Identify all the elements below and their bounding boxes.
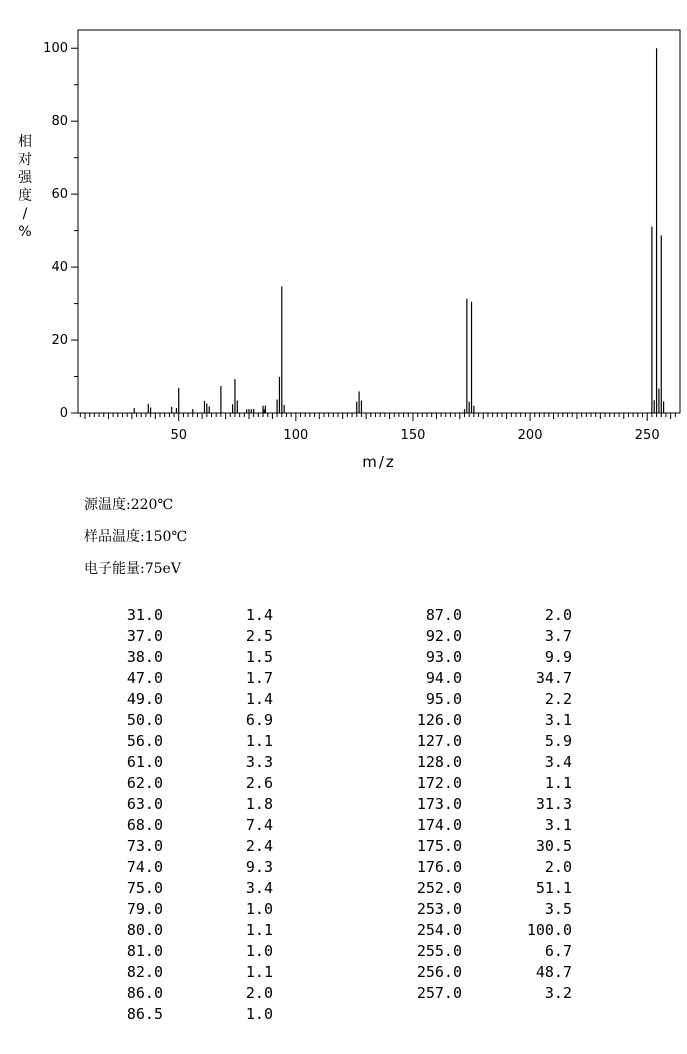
y-tick-label: 20 — [51, 333, 68, 349]
peak-intensity: 3.1 — [544, 711, 572, 729]
x-tick-label: 200 — [517, 428, 543, 443]
peak-mz: 174.0 — [416, 816, 462, 834]
peak-row — [382, 689, 582, 710]
peak-intensity: 3.4 — [245, 879, 273, 897]
peak-table-right — [382, 605, 582, 1004]
peak-row — [84, 836, 284, 857]
peak-intensity: 3.5 — [544, 900, 572, 918]
peak-intensity: 7.4 — [245, 816, 273, 834]
peak-mz: 252.0 — [416, 879, 462, 897]
peak-row — [382, 899, 582, 920]
peak-intensity: 1.1 — [245, 963, 273, 981]
peak-mz: 127.0 — [416, 732, 462, 750]
peak-mz: 86.0 — [126, 984, 163, 1002]
peak-row — [382, 605, 582, 626]
peak-row — [84, 878, 284, 899]
peak-row — [84, 941, 284, 962]
peak-intensity: 2.6 — [245, 774, 273, 792]
peak-intensity: 6.7 — [544, 942, 572, 960]
peak-mz: 56.0 — [126, 732, 163, 750]
y-tick-label: 80 — [51, 114, 68, 130]
peak-row — [382, 857, 582, 878]
y-tick-label: 0 — [59, 406, 68, 421]
peak-row — [84, 899, 284, 920]
y-axis-label — [18, 133, 33, 240]
peak-mz: 50.0 — [126, 711, 163, 729]
peak-row — [84, 773, 284, 794]
peak-row — [382, 710, 582, 731]
mass-spectrum-chart — [0, 0, 687, 480]
peak-mz: 126.0 — [416, 711, 462, 729]
y-tick-label: 100 — [43, 41, 68, 57]
x-tick-label: 100 — [283, 428, 309, 443]
y-axis-label-char: % — [18, 224, 32, 240]
peak-intensity: 1.4 — [245, 606, 273, 624]
peak-mz: 173.0 — [416, 795, 462, 813]
peak-intensity: 1.1 — [245, 921, 273, 939]
peak-mz: 75.0 — [126, 879, 163, 897]
peak-mz: 73.0 — [126, 837, 163, 855]
peak-mz: 254.0 — [416, 921, 462, 939]
peak-mz: 256.0 — [416, 963, 462, 981]
peak-row — [382, 920, 582, 941]
peak-mz: 31.0 — [126, 606, 163, 624]
peak-mz: 38.0 — [126, 648, 163, 666]
peak-mz: 255.0 — [416, 942, 462, 960]
peak-row — [84, 731, 284, 752]
electron-energy: 电子能量:75eV — [84, 561, 181, 577]
peak-row — [84, 983, 284, 1004]
peak-mz: 86.5 — [126, 1005, 163, 1023]
peak-row — [84, 815, 284, 836]
peak-row — [84, 962, 284, 983]
peak-intensity: 9.3 — [245, 858, 273, 876]
peak-row — [382, 731, 582, 752]
peak-row — [84, 857, 284, 878]
peak-intensity: 3.3 — [245, 753, 273, 771]
peak-intensity: 1.5 — [245, 648, 273, 666]
peak-mz: 95.0 — [425, 690, 462, 708]
peak-intensity: 3.1 — [544, 816, 572, 834]
peak-intensity: 51.1 — [535, 879, 572, 897]
peak-row — [382, 647, 582, 668]
peak-mz: 61.0 — [126, 753, 163, 771]
peak-row — [84, 647, 284, 668]
peak-intensity: 31.3 — [535, 795, 572, 813]
peak-mz: 47.0 — [126, 669, 163, 687]
peak-row — [382, 794, 582, 815]
peak-mz: 80.0 — [126, 921, 163, 939]
peak-row — [84, 626, 284, 647]
y-axis-label-char: / — [22, 206, 28, 222]
peak-mz: 87.0 — [425, 606, 462, 624]
peak-intensity: 1.0 — [245, 900, 273, 918]
peak-row — [84, 689, 284, 710]
peak-row — [84, 710, 284, 731]
y-tick-label: 60 — [51, 187, 68, 203]
peak-intensity: 6.9 — [245, 711, 273, 729]
peak-intensity: 3.4 — [544, 753, 572, 771]
peak-intensity: 1.4 — [245, 690, 273, 708]
peak-mz: 172.0 — [416, 774, 462, 792]
peak-mz: 74.0 — [126, 858, 163, 876]
peak-intensity: 1.7 — [245, 669, 273, 687]
peak-row — [382, 878, 582, 899]
peak-intensity: 2.0 — [544, 606, 572, 624]
sample-temperature: 样品温度:150℃ — [84, 529, 188, 545]
peak-mz: 176.0 — [416, 858, 462, 876]
peak-mz: 82.0 — [126, 963, 163, 981]
peak-intensity: 2.0 — [544, 858, 572, 876]
x-tick-label: 150 — [400, 428, 426, 443]
peak-intensity: 1.1 — [544, 774, 572, 792]
peak-mz: 63.0 — [126, 795, 163, 813]
peak-intensity: 34.7 — [535, 669, 572, 687]
peak-intensity: 1.1 — [245, 732, 273, 750]
peak-row — [382, 962, 582, 983]
plot-frame — [78, 30, 680, 413]
peak-row — [84, 1004, 284, 1025]
peak-row — [382, 752, 582, 773]
peak-row — [382, 626, 582, 647]
peak-intensity: 30.5 — [535, 837, 572, 855]
x-axis-label: m/z — [362, 453, 396, 471]
peak-intensity: 1.0 — [245, 1005, 273, 1023]
peak-mz: 49.0 — [126, 690, 163, 708]
peak-row — [382, 983, 582, 1004]
peak-intensity: 5.9 — [544, 732, 572, 750]
peak-mz: 81.0 — [126, 942, 163, 960]
peak-row — [382, 941, 582, 962]
peak-mz: 93.0 — [425, 648, 462, 666]
peak-intensity: 9.9 — [544, 648, 572, 666]
peak-mz: 68.0 — [126, 816, 163, 834]
peak-mz: 62.0 — [126, 774, 163, 792]
peak-row — [382, 836, 582, 857]
peak-mz: 92.0 — [425, 627, 462, 645]
peak-row — [84, 605, 284, 626]
peak-intensity: 2.0 — [245, 984, 273, 1002]
peak-row — [84, 920, 284, 941]
peak-row — [84, 794, 284, 815]
x-tick-label: 50 — [170, 428, 187, 443]
peak-mz: 79.0 — [126, 900, 163, 918]
peak-intensity: 2.4 — [245, 837, 273, 855]
peak-intensity: 2.2 — [544, 690, 572, 708]
peak-intensity: 48.7 — [535, 963, 572, 981]
peak-mz: 94.0 — [425, 669, 462, 687]
peak-mz: 37.0 — [126, 627, 163, 645]
peak-row — [84, 752, 284, 773]
peak-intensity: 1.0 — [245, 942, 273, 960]
peak-row — [382, 773, 582, 794]
peak-mz: 257.0 — [416, 984, 462, 1002]
peak-mz: 128.0 — [416, 753, 462, 771]
peak-table-left — [84, 605, 284, 1025]
peak-intensity: 1.8 — [245, 795, 273, 813]
y-axis-label-char: 相 — [18, 134, 32, 150]
x-tick-label: 250 — [634, 428, 660, 443]
source-temperature: 源温度:220℃ — [84, 497, 174, 513]
peak-intensity: 3.7 — [544, 627, 572, 645]
peak-mz: 253.0 — [416, 900, 462, 918]
peak-mz: 175.0 — [416, 837, 462, 855]
peak-row — [382, 668, 582, 689]
y-axis-label-char: 强 — [18, 170, 32, 186]
y-tick-label: 40 — [51, 260, 68, 276]
y-axis-label-char: 对 — [18, 152, 32, 168]
peak-row — [382, 815, 582, 836]
peak-intensity: 2.5 — [245, 627, 273, 645]
peak-intensity: 100.0 — [526, 921, 572, 939]
peak-row — [84, 668, 284, 689]
y-axis-label-char: 度 — [18, 188, 32, 204]
peak-intensity: 3.2 — [544, 984, 572, 1002]
